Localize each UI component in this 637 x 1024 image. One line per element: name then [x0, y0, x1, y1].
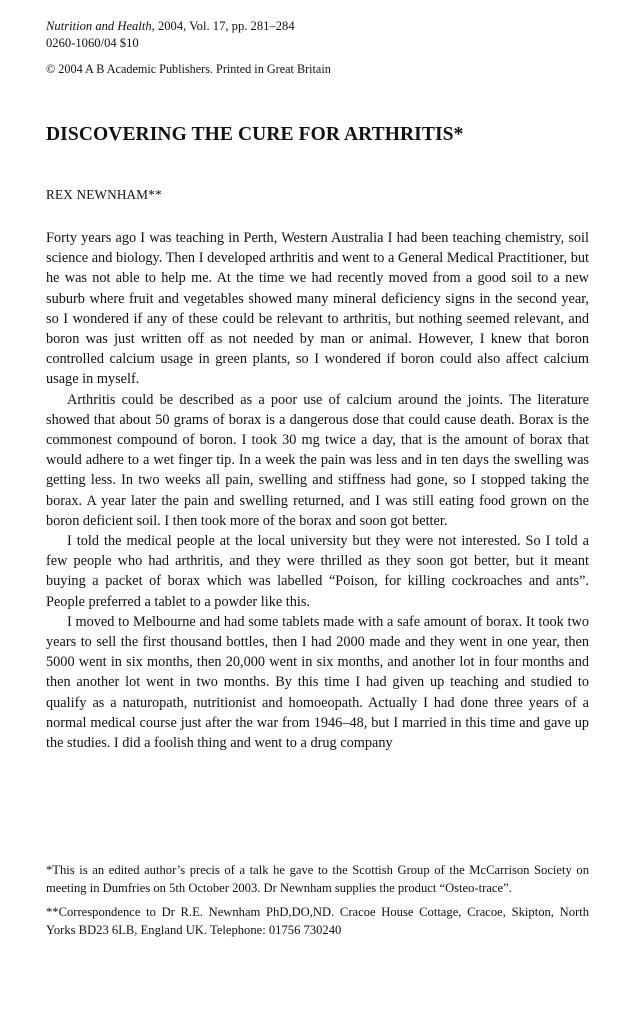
journal-title: Nutrition and Health: [46, 19, 152, 33]
publisher-line: © 2004 A B Academic Publishers. Printed in Great Britain: [46, 62, 331, 76]
paragraph-1: Forty years ago I was teaching in Perth, Western Australia I had been teaching chemistry, soil science and biology. Then I developed arthritis and went to a General Medical Practitioner, but he was not able to help me. At the time we had recently moved from a good soil to a new suburb where fruit and vegetables showed many mineral deficiency signs in the second year, so I wondered if any of these could be relevant to arthritis, but nothing seemed relevant, and boron was just written off as not needed by man or animal. However, I knew that boron controlled calcium usage in green plants, so I wondered if boron could also affect calcium usage in myself.: [46, 230, 589, 388]
journal-citation: , 2004, Vol. 17, pp. 281–284: [151, 19, 295, 33]
footnote-2: **Correspondence to Dr R.E. Newnham PhD,DO,ND. Cracoe House Cottage, Cracoe, Skipton, North Yorks BD23 6LB, England UK. Telephone: 01756 730240: [46, 905, 589, 937]
footnote-1: *This is an edited author’s precis of a talk he gave to the Scottish Group of the McCarrison Society on meeting in Dumfries on 5th October 2003. Dr Newnham supplies the product “Osteo-trace”.: [46, 863, 589, 895]
masthead: [46, 18, 585, 78]
issn-price: 0260-1060/04 $10: [46, 35, 139, 50]
paragraph-4: I moved to Melbourne and had some tablets made with a safe amount of borax. It took two years to sell the first thousand bottles, then I had 2000 made and they went in one year, then 5000 went in six months, then 20,000 went in six months, and another lot in four months and then another lot went in two months. By this time I had given up teaching and studied to qualify as a naturopath, nutritionist and homoeopath. Actually I had done three years of a normal medical course just after the war from 1946–48, but I married in this time and gave up the studies. I did a foolish thing and went to a drug company: [46, 613, 589, 752]
footnotes: [46, 862, 589, 939]
author-name: REX NEWNHAM**: [46, 187, 162, 202]
paragraph-3: I told the medical people at the local university but they were not interested. So I told a few people who had arthritis, and they were thrilled as they soon got better, but it meant buying a packet of borax which was labelled “Poison, for killing cockroaches and ants”. People preferred a tablet to a powder like this.: [46, 533, 589, 610]
paragraph-2: Arthritis could be described as a poor use of calcium around the joints. The literature showed that about 50 grams of borax is a dangerous dose that could cause death. Borax is the commonest compound of boron. I took 30 mg twice a day, that is the amount of borax that would adhere to a wet finger tip. In a week the pain was less and in ten days the swelling was getting less. In two weeks all pain, swelling and stiffness had gone, so I stopped taking the borax. A year later the pain and swelling returned, and I was still eating food grown on the boron deficient soil. I then took more of the borax and soon got better.: [46, 391, 589, 529]
page-title: DISCOVERING THE CURE FOR ARTHRITIS*: [46, 124, 464, 145]
article-body: [46, 228, 589, 753]
masthead-citation-line: [46, 18, 585, 35]
